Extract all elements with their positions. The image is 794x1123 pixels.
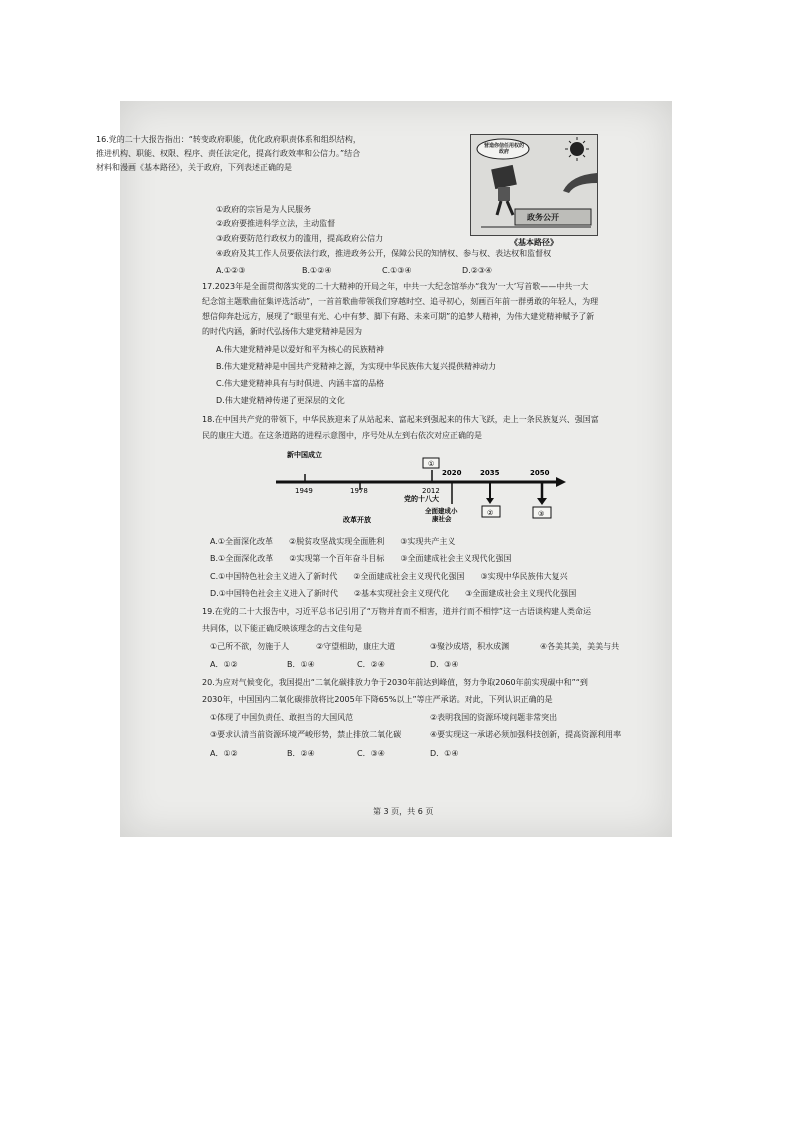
q19-option-4: ④各美其美，美美与共 — [540, 642, 620, 651]
label-2020-line2: 康社会 — [432, 515, 452, 523]
box-3-label: ③ — [538, 510, 545, 518]
q19-choice-d: D．③④ — [430, 660, 459, 669]
q20-option-2: ②表明我国的资源环境问题非常突出 — [430, 713, 558, 722]
q16-option-3: ③政府要防范行政权力的滥用，提高政府公信力 — [216, 234, 384, 243]
q18-option-b: B.①全面深化改革 ②实现第一个百年奋斗目标 ③全面建成社会主义现代化强国 — [210, 554, 512, 563]
q17-option-b: B.伟大建党精神是中国共产党精神之源，为实现中华民族伟大复兴提供精神动力 — [216, 362, 497, 371]
page-number: 第 3 页，共 6 页 — [373, 807, 434, 816]
q18-option-c: C.①中国特色社会主义进入了新时代 ②全面建成社会主义现代化强国 ③实现中华民族伟大复兴 — [210, 572, 568, 581]
arrow-2035 — [486, 498, 494, 504]
q17-option-d: D.伟大建党精神传递了更深层的文化 — [216, 396, 345, 405]
q18-stem-line1: 18.在中国共产党的带领下，中华民族迎来了从站起来、富起来到强起来的伟大飞跃，走上一条民族复兴、强国富 — [202, 415, 599, 424]
label-new-china: 新中国成立 — [287, 451, 322, 459]
q20-choice-d: D．①④ — [430, 749, 459, 758]
q17-option-c: C.伟大建党精神具有与时俱进、内涵丰富的品格 — [216, 379, 385, 388]
year-2035: 2035 — [480, 469, 500, 477]
box-2-label: ② — [487, 509, 494, 517]
q19-choice-b: B．①④ — [287, 660, 315, 669]
label-reform: 改革开放 — [343, 516, 371, 524]
q16-option-2: ②政府要推进科学立法，主动监督 — [216, 219, 336, 228]
q19-option-3: ③聚沙成塔，积水成渊 — [430, 642, 510, 651]
year-2050: 2050 — [530, 469, 550, 477]
q20-choice-a: A．①② — [210, 749, 238, 758]
q16-choice-c: C.①③④ — [382, 266, 412, 275]
year-2012: 2012 — [422, 487, 440, 495]
q17-stem-line4: 的时代内涵，新时代弘扬伟大建党精神是因为 — [202, 327, 362, 336]
comic-caption: 《基本路径》 — [510, 238, 558, 247]
label-18th-congress: 党的十八大 — [404, 495, 439, 503]
year-2020: 2020 — [442, 469, 462, 477]
timeline-arrow-head — [556, 477, 566, 487]
q17-option-a: A.伟大建党精神是以爱好和平为核心的民族精神 — [216, 345, 384, 354]
q19-option-2: ②守望相助，康庄大道 — [316, 642, 396, 651]
q16-option-4: ④政府及其工作人员要依法行政，推进政务公开，保障公民的知情权、参与权、表达权和监督权 — [216, 249, 552, 258]
arrow-2050 — [537, 498, 547, 505]
comic-sign-text: 政务公开 — [527, 213, 559, 222]
q20-choice-c: C．③④ — [357, 749, 385, 758]
q16-stem: 16.党的二十大报告指出：“转变政府职能，优化政府职责体系和组织结构，推进机构、职能、权限、程序、责任法定化，提高行政效率和公信力。”结合材料和漫画《基本路径》，关于政府，下列表述正确的是 — [96, 135, 361, 172]
q20-stem-line2: 2030年，中国国内二氧化碳排放将比2005年下降65%以上”等庄严承诺。对此，下列认识正确的是 — [202, 695, 553, 704]
q20-stem-line1: 20.为应对气候变化，我国提出“二氧化碳排放力争于2030年前达到峰值，努力争取2060年前实现碳中和”“到 — [202, 678, 588, 687]
year-1949: 1949 — [295, 487, 313, 495]
q19-option-1: ①己所不欲，勿施于人 — [210, 642, 290, 651]
q17-stem-line3: 想信仰奔赴远方，展现了“眼里有光、心中有梦、脚下有路、未来可期”的追梦人精神，为伟大建党精神赋予了新 — [202, 312, 595, 321]
year-1978: 1978 — [350, 487, 368, 495]
q18-option-d: D.①中国特色社会主义进入了新时代 ②基本实现社会主义现代化 ③全面建成社会主义现代化强国 — [210, 589, 577, 598]
box-1-label: ① — [428, 460, 435, 468]
q16-choice-d: D.②③④ — [462, 266, 493, 275]
q19-choice-a: A．①② — [210, 660, 238, 669]
q20-option-4: ④要实现这一承诺必须加强科技创新，提高资源利用率 — [430, 730, 622, 739]
q20-option-3: ③要求认清当前资源环境严峻形势，禁止排放二氧化碳 — [210, 730, 402, 739]
q17-stem-line1: 17.2023年是全面贯彻落实党的二十大精神的开局之年，中共一大纪念馆举办“我为‘一大’写首歌——中共一大 — [202, 282, 589, 291]
q20-option-1: ①体现了中国负责任、敢担当的大国风范 — [210, 713, 354, 722]
q18-stem-line2: 民的康庄大道。在这条道路的进程示意图中，序号处从左到右依次对应正确的是 — [202, 431, 482, 440]
q19-choice-c: C．②④ — [357, 660, 385, 669]
q17-stem-line2: 纪念馆主题歌曲征集评选活动”，一首首歌曲带领我们穿越时空、追寻初心，刻画百年前一群勇敢的年轻人，为理 — [202, 297, 599, 306]
q20-choice-b: B．②④ — [287, 749, 315, 758]
q18-option-a: A.①全面深化改革 ②脱贫攻坚战实现全面胜利 ③实现共产主义 — [210, 537, 456, 546]
q19-stem-line1: 19.在党的二十大报告中，习近平总书记引用了“万物并育而不相害，道并行而不相悖”这一古语谈构建人类命运 — [202, 607, 592, 616]
q16-choice-a: A.①②③ — [216, 266, 246, 275]
label-2020-line1: 全面建成小 — [425, 507, 458, 515]
q16-option-1: ①政府的宗旨是为人民服务 — [216, 205, 312, 214]
q16-stem-block — [96, 133, 368, 175]
q19-stem-line2: 共同体，以下能正确反映该理念的古文佳句是 — [202, 624, 362, 633]
comic-illustration — [470, 134, 598, 236]
comic-bubble-text: 营造你信任用权的政府 — [483, 143, 524, 155]
q18-timeline-diagram — [270, 448, 570, 528]
q16-choice-b: B.①②④ — [302, 266, 332, 275]
